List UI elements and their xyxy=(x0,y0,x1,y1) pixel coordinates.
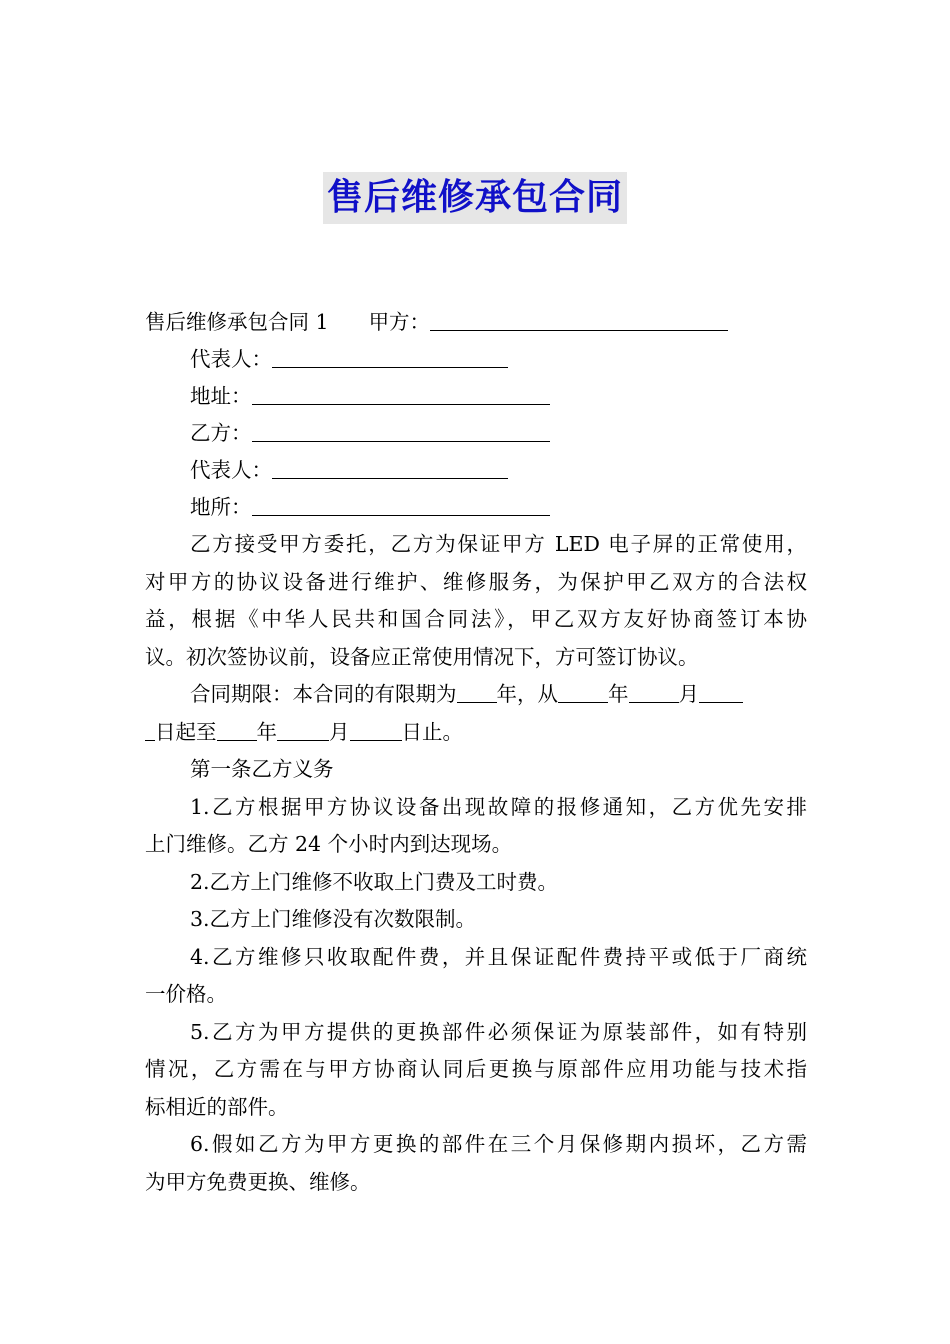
section-heading xyxy=(145,751,807,789)
text-line: 标相近的部件。 xyxy=(145,1094,289,1119)
text-line: 上门维修。乙方 24 个小时内到达现场。 xyxy=(145,832,513,856)
field-row xyxy=(145,452,807,489)
term-label: 合同期限：本合同的有限期为 xyxy=(190,682,457,706)
field-label: 代表人： xyxy=(190,458,272,482)
text-line: 情况，乙方需在与甲方协商认同后更换与原部件应用功能与技术指 xyxy=(145,1057,807,1081)
item-3 xyxy=(145,901,807,939)
document-title: 售后维修承包合同 xyxy=(323,172,627,224)
term-blank xyxy=(277,716,329,741)
term-blank xyxy=(699,678,743,703)
text-line: 5.乙方为甲方提供的更换部件必须保证为原装部件，如有特别 xyxy=(190,1019,807,1044)
term-blank xyxy=(350,716,402,741)
term-text: 日止。 xyxy=(401,719,463,744)
header-line xyxy=(145,304,807,341)
item-1 xyxy=(145,789,807,864)
field-label: 地址： xyxy=(190,384,252,408)
field-blank xyxy=(272,454,508,479)
text-line: 1.乙方根据甲方协议设备出现故障的报修通知，乙方优先安排 xyxy=(190,794,807,819)
item-6 xyxy=(145,1126,807,1201)
field-label: 地所： xyxy=(190,495,252,519)
text-line: 4.乙方维修只收取配件费，并且保证配件费持平或低于厂商统 xyxy=(190,944,807,969)
contract-heading: 售后维修承包合同 1 xyxy=(145,310,329,334)
text-line: 3.乙方上门维修没有次数限制。 xyxy=(190,907,477,931)
item-5 xyxy=(145,1014,807,1127)
text-line: 益，根据《中华人民共和国合同法》，甲乙双方友好协商签订本协 xyxy=(145,607,807,631)
text-line: 议。初次签协议前，设备应正常使用情况下，方可签订协议。 xyxy=(145,644,699,669)
term-blank xyxy=(629,678,679,703)
item-4 xyxy=(145,939,807,1014)
term-blank xyxy=(145,716,155,741)
term-blank xyxy=(217,716,257,741)
term-paragraph xyxy=(145,676,807,751)
document-body xyxy=(145,304,807,1201)
term-blank xyxy=(558,678,608,703)
term-line xyxy=(145,676,807,714)
intro-paragraph xyxy=(145,526,807,676)
text-line: 一价格。 xyxy=(145,982,227,1006)
text-line: 对甲方的协议设备进行维护、维修服务，为保护甲乙双方的合法权 xyxy=(145,569,807,594)
party-a-label: 甲方： xyxy=(368,310,431,334)
party-a-blank xyxy=(430,306,728,331)
term-text: 年 xyxy=(256,719,277,744)
field-label: 代表人： xyxy=(190,347,272,371)
term-text: 月 xyxy=(329,719,350,744)
text-line: 乙方接受甲方委托，乙方为保证甲方 LED 电子屏的正常使用， xyxy=(190,532,807,556)
field-blank xyxy=(252,380,550,405)
term-text: 年，从 xyxy=(496,682,558,706)
field-row xyxy=(145,415,807,452)
text-line: 6.假如乙方为甲方更换的部件在三个月保修期内损坏，乙方需 xyxy=(190,1132,807,1156)
field-row xyxy=(145,378,807,415)
field-blank xyxy=(272,343,508,368)
term-line xyxy=(145,714,807,752)
field-label: 乙方： xyxy=(190,421,252,445)
term-text: 月 xyxy=(678,682,699,706)
section1-title: 第一条乙方义务 xyxy=(190,757,334,781)
term-blank xyxy=(457,678,497,703)
field-row xyxy=(145,489,807,526)
term-text: 日起至 xyxy=(155,719,217,744)
document-title-wrap xyxy=(0,172,950,224)
text-line: 为甲方免费更换、维修。 xyxy=(145,1169,371,1194)
field-blank xyxy=(252,417,550,442)
term-text: 年 xyxy=(608,682,629,706)
item-2 xyxy=(145,864,807,902)
field-blank xyxy=(252,491,550,516)
text-line: 2.乙方上门维修不收取上门费及工时费。 xyxy=(190,869,559,894)
field-row xyxy=(145,341,807,378)
